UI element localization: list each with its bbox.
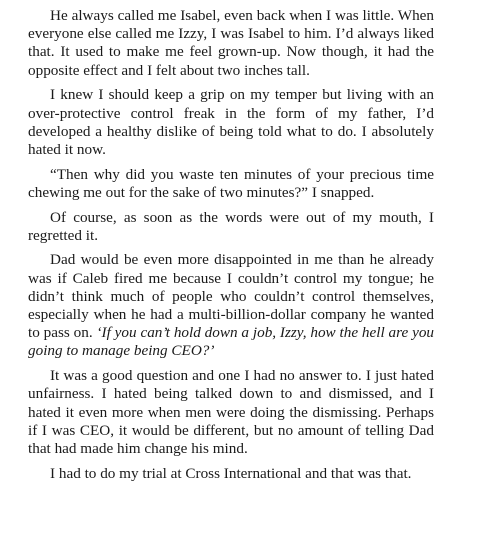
paragraph-5-italic-quote: ‘If you can’t hold down a job, Izzy, how the hell are you going to manage being CEO?’ <box>28 324 435 360</box>
paragraph-4 <box>28 209 434 245</box>
paragraph-3-text: “Then why did you waste ten minutes of your precious time chewing me out for the sake of two minutes?” I snapped. <box>28 165 434 201</box>
paragraph-6-text: It was a good question and one I had no answer to. I just hated unfairness. I hated being talked down to and dismissed, and I hated it even more when men were doing the dismissing. Perhaps if I was CEO, it would be different, but no amount of telling Dad that had made him change his mind. <box>28 367 434 457</box>
paragraph-1 <box>28 7 434 80</box>
paragraph-5 <box>28 251 434 360</box>
paragraph-6 <box>28 367 434 458</box>
paragraph-5-text: Dad would be even more disappointed in me than he already was if Caleb fired me because I couldn’t control my tongue; he didn’t think much of people who couldn’t control themselves, especially when he had a multi-billion-dollar company he wanted to pass on. <box>28 251 434 342</box>
paragraph-2 <box>28 86 434 159</box>
paragraph-3 <box>28 166 434 202</box>
book-page <box>28 7 434 489</box>
paragraph-4-text: Of course, as soon as the words were out of my mouth, I regretted it. <box>28 208 434 244</box>
paragraph-7 <box>28 465 434 483</box>
paragraph-1-text: He always called me Isabel, even back when I was little. When everyone else called me Izzy, I was Isabel to him. I’d always liked that. It used to make me feel grown-up. Now though, it had the opposite effect and I felt about two inches tall. <box>28 7 434 79</box>
paragraph-7-text: I had to do my trial at Cross International and that was that. <box>50 464 412 482</box>
paragraph-2-text: I knew I should keep a grip on my temper but living with an over-protective control freak in the form of my father, I’d developed a healthy dislike of being told what to do. I absolutely hated it now. <box>28 86 434 158</box>
